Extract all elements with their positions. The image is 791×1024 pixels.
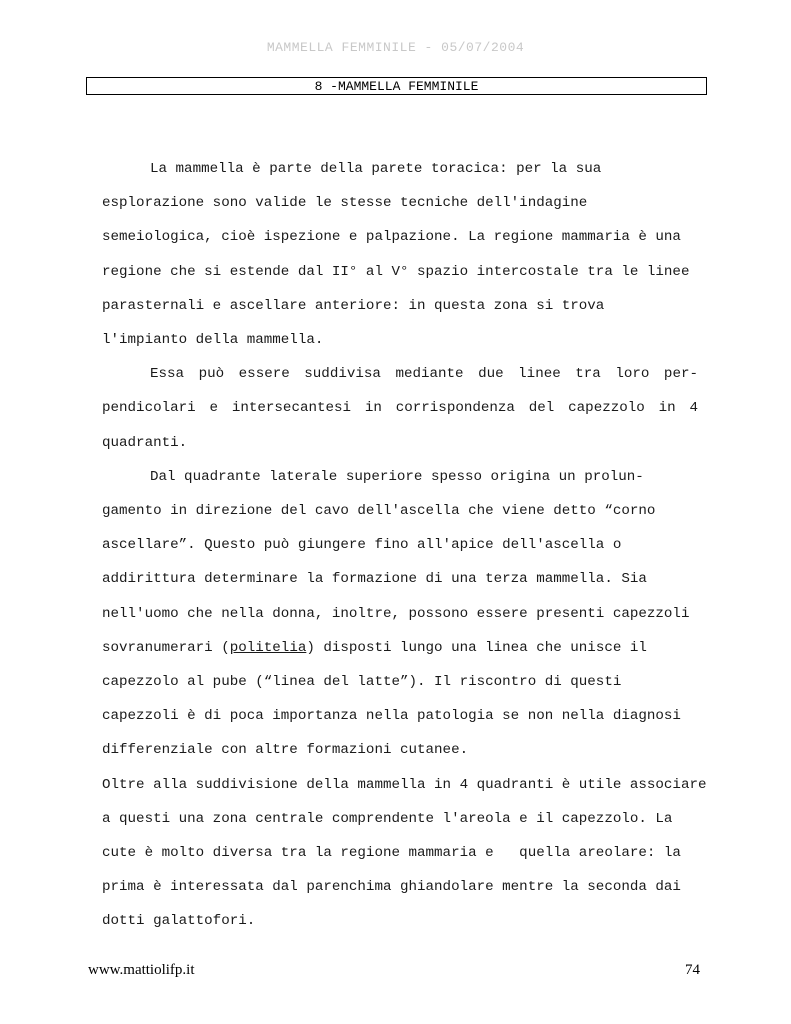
running-header: MAMMELLA FEMMINILE - 05/07/2004 bbox=[266, 40, 525, 55]
text-fragment: ) disposti lungo una linea che unisce il bbox=[306, 639, 647, 656]
text-line: Dal quadrante laterale superiore spesso origina un prolun- bbox=[150, 468, 644, 485]
text-line: La mammella è parte della parete toracica: per la sua bbox=[150, 161, 602, 177]
text-line: prima è interessata dal parenchima ghiandolare mentre la seconda dai bbox=[102, 879, 681, 896]
text-line bbox=[102, 631, 698, 665]
text-line: Oltre alla suddivisione della mammella in 4 quadranti è utile associare bbox=[102, 776, 707, 793]
text-line: differenziale con altre formazioni cutanee. bbox=[102, 742, 469, 759]
text-line: Essa può essere suddivisa mediante due linee tra loro per- bbox=[150, 366, 698, 383]
text-line: dotti galattofori. bbox=[102, 913, 256, 930]
page-number: 74 bbox=[685, 962, 700, 978]
text-line: gamento in direzione del cavo dell'ascella che viene detto “corno bbox=[102, 503, 656, 520]
paragraph-1 bbox=[102, 152, 698, 357]
text-line: capezzolo al pube (“linea del latte”). Il riscontro di questi bbox=[102, 674, 622, 691]
footer-website: www.mattiolifp.it bbox=[88, 962, 195, 978]
text-line: quadranti. bbox=[102, 434, 188, 451]
text-line: esplorazione sono valide le stesse tecniche dell'indagine bbox=[102, 195, 588, 212]
text-line: addirittura determinare la formazione di una terza mammella. Sia bbox=[102, 571, 647, 588]
text-line: capezzoli è di poca importanza nella patologia se non nella diagnosi bbox=[102, 708, 681, 725]
text-line: semeiologica, cioè ispezione e palpazione. La regione mammaria è una bbox=[102, 229, 681, 246]
paragraph-4 bbox=[102, 768, 707, 939]
text-line: ascellare”. Questo può giungere fino all'apice dell'ascella o bbox=[102, 537, 622, 554]
text-line: nell'uomo che nella donna, inoltre, possono essere presenti capezzoli bbox=[102, 605, 690, 622]
paragraph-3 bbox=[102, 460, 698, 768]
section-title: 8 -MAMMELLA FEMMINILE bbox=[86, 77, 707, 95]
text-line: regione che si estende dal II° al V° spazio intercostale tra le linee bbox=[102, 263, 690, 280]
text-line: l'impianto della mammella. bbox=[102, 332, 324, 349]
text-line: pendicolari e intersecantesi in corrispondenza del capezzolo in 4 bbox=[102, 400, 698, 417]
text-line: a questi una zona centrale comprendente l'areola e il capezzolo. La bbox=[102, 810, 673, 827]
body-text bbox=[102, 152, 707, 939]
text-line: cute è molto diversa tra la regione mammaria e quella areolare: la bbox=[102, 845, 681, 862]
text-line: parasternali e ascellare anteriore: in questa zona si trova bbox=[102, 297, 605, 314]
text-fragment: sovranumerari ( bbox=[102, 639, 230, 656]
paragraph-2 bbox=[102, 357, 698, 460]
underlined-term: politelia bbox=[229, 639, 307, 656]
